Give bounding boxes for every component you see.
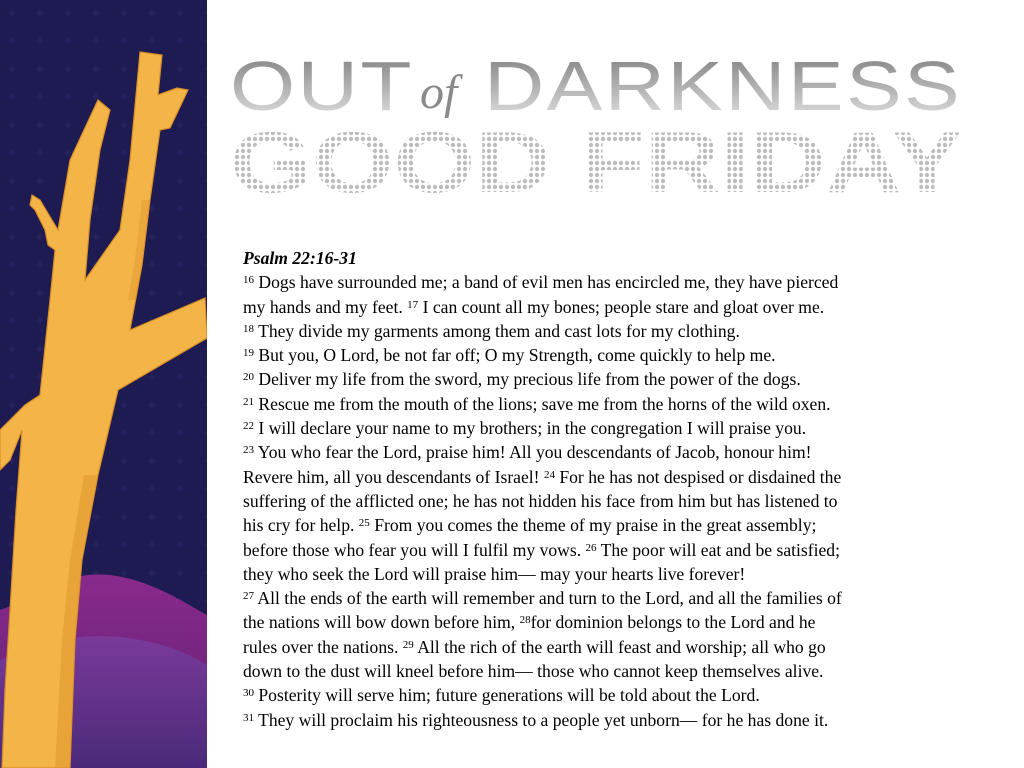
verse-number: 31 (243, 711, 254, 724)
verse-text: From you comes the theme of my praise in the great assembly; (369, 515, 817, 536)
verse-text: before those who fear you will I fulfil my vows. (243, 539, 586, 560)
verse-number: 27 (243, 590, 254, 603)
verse-text: Rescue me from the mouth of the lions; save me from the horns of the wild oxen. (254, 393, 831, 414)
verse-number: 25 (358, 517, 370, 530)
title-out: OUT (230, 47, 414, 125)
verse-text: his cry for help. (243, 515, 359, 536)
verse-number: 18 (243, 322, 254, 335)
verse-line (243, 270, 1003, 294)
verse-line (243, 367, 1003, 391)
verse-number: 17 (407, 298, 419, 311)
verse-text: down to the dust will kneel before him— those who cannot keep themselves alive. (243, 661, 824, 682)
verse-text: for dominion belongs to the Lord and he (530, 612, 816, 633)
verse-text: Revere him, all you descendants of Israel! (243, 466, 544, 487)
verse-line (243, 465, 1003, 489)
series-title (222, 47, 1002, 212)
verse-line (243, 610, 1003, 634)
verse-number: 19 (243, 347, 254, 360)
title-good-friday: GOOD FRIDAY (230, 115, 962, 211)
verse-text: they who seek the Lord will praise him— may your hearts live forever! (243, 563, 746, 584)
verse-text: Posterity will serve him; future generations will be told about the Lord. (254, 685, 760, 706)
verse-line (243, 295, 1003, 319)
verse-number: 28 (519, 614, 531, 627)
verse-number: 21 (243, 395, 254, 408)
verse-line (243, 635, 1003, 659)
verse-text: my hands and my feet. (243, 296, 408, 317)
verse-text: All the rich of the earth will feast and worship; all who go (413, 636, 826, 657)
verse-number: 24 (543, 468, 555, 481)
verse-line (243, 513, 1003, 537)
verse-text: All the ends of the earth will remember and turn to the Lord, and all the families of (254, 588, 842, 609)
verse-text: They divide my garments among them and cast lots for my clothing. (254, 320, 740, 341)
verse-text: But you, O Lord, be not far off; O my Strength, come quickly to help me. (254, 345, 776, 366)
cross-illustration (0, 0, 207, 768)
verse-text: Deliver my life from the sword, my precious life from the power of the dogs. (254, 369, 801, 390)
verse-line (243, 392, 1003, 416)
verse-text: For he has not despised or disdained the (554, 466, 842, 487)
scripture-passage (243, 246, 1003, 732)
verse-line (243, 440, 1003, 464)
verse-text: rules over the nations. (243, 636, 403, 657)
verse-line (243, 562, 1003, 586)
verse-line (243, 489, 1003, 513)
verse-text: The poor will eat and be satisfied; (596, 539, 840, 560)
verse-text: suffering of the afflicted one; he has not hidden his face from him but has listened to (243, 490, 838, 511)
verse-number: 29 (402, 638, 414, 651)
verse-number: 22 (243, 420, 254, 433)
verse-number: 23 (243, 444, 254, 457)
left-cross-artwork (0, 0, 207, 768)
verse-text: Dogs have surrounded me; a band of evil men has encircled me, they have pierced (254, 272, 839, 293)
verse-line (243, 683, 1003, 707)
verse-line (243, 416, 1003, 440)
verse-text: the nations will bow down before him, (243, 612, 520, 633)
verse-line (243, 319, 1003, 343)
passage-reference: Psalm 22:16-31 (243, 248, 357, 268)
title-of: of (420, 66, 458, 119)
verse-line (243, 708, 1003, 732)
title-darkness: DARKNESS (484, 47, 962, 125)
verse-number: 26 (585, 541, 597, 554)
verse-text: You who fear the Lord, praise him! All you descendants of Jacob, honour him! (254, 442, 812, 463)
verse-line (243, 586, 1003, 610)
verse-text: They will proclaim his righteousness to a people yet unborn— for he has done it. (254, 709, 829, 730)
verse-line (243, 343, 1003, 367)
verse-number: 20 (243, 371, 254, 384)
verse-text: I will declare your name to my brothers; in the congregation I will praise you. (254, 418, 807, 439)
title-graphic (222, 47, 1002, 212)
verse-text: I can count all my bones; people stare and gloat over me. (418, 296, 825, 317)
verse-number: 16 (243, 274, 254, 287)
verse-number: 30 (243, 687, 254, 700)
verse-line (243, 659, 1003, 683)
verse-line (243, 538, 1003, 562)
